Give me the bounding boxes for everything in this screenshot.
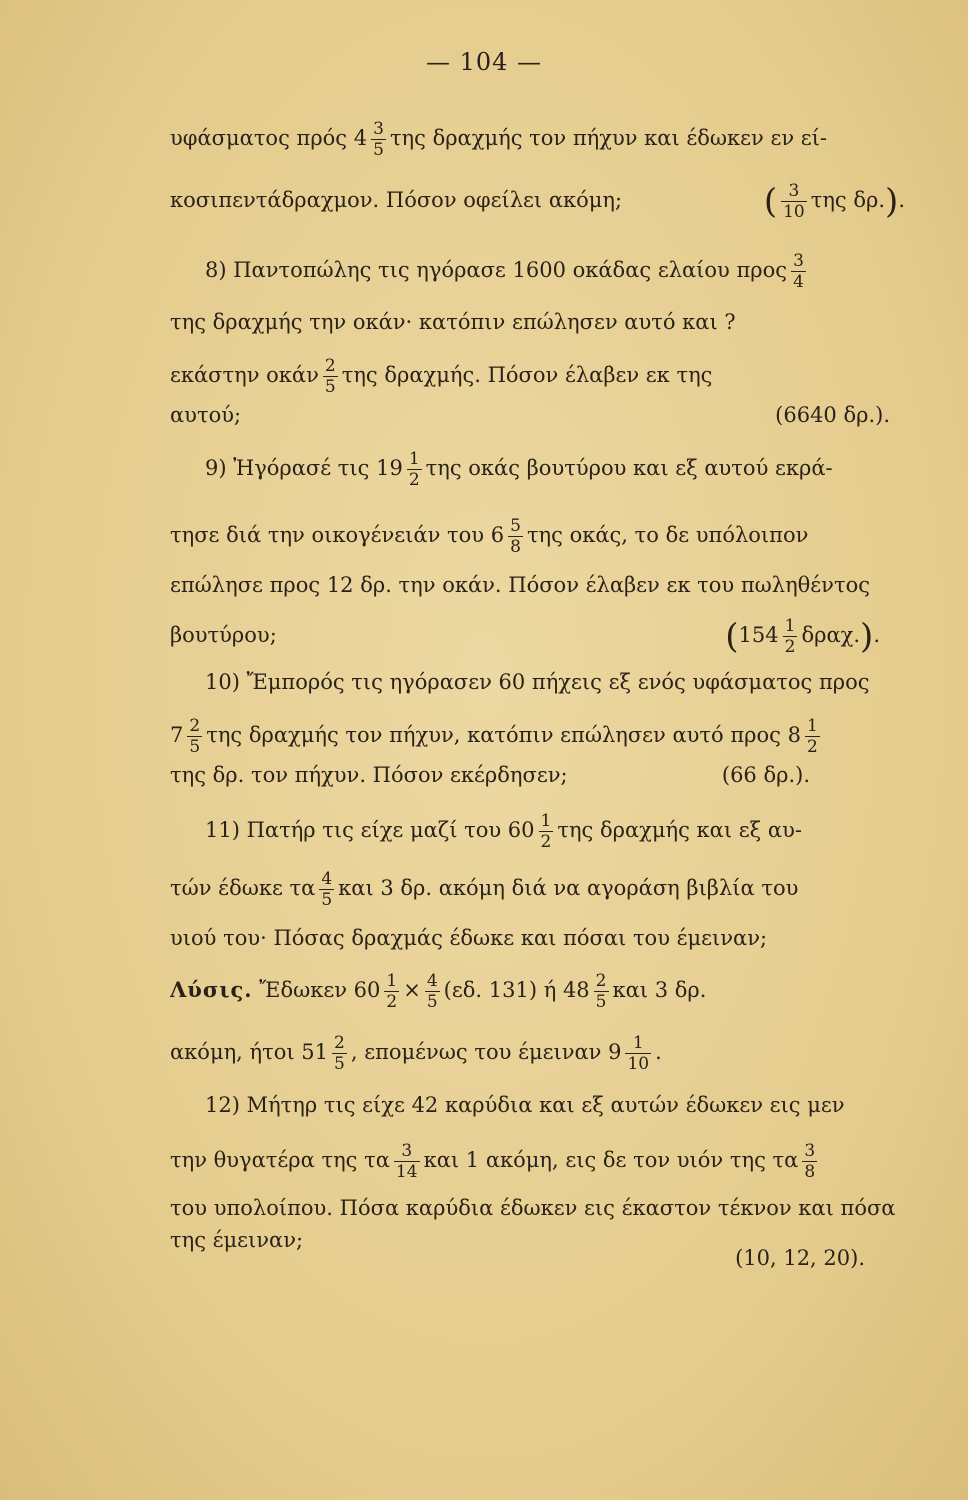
text-line: τών έδωκε τα $\frac{4}{5}$ και 3 δρ. ακόμη διά να αγοράση βιβλία του [170, 869, 799, 910]
text-line: βουτύρου; (154 $\frac{1}{2}$ δραχ.). [170, 605, 935, 665]
text-line: υιού του· Πόσας δραχμάς έδωκε και πόσαι του έμειναν; [170, 926, 768, 950]
fraction: $\frac{1}{2}$ [386, 971, 398, 1012]
problem-9-start: 9) Ἠγόρασέ τις 19 $\frac{1}{2}$ της οκάς βουτύρου και εξ αυτού εκρά- [205, 449, 833, 490]
text-line: της δρ. τον πήχυν. Πόσον εκέρδησεν; (66 δρ.). [170, 745, 935, 805]
fraction: $\frac{1}{10}$ [627, 1033, 650, 1074]
fraction: $\frac{2}{5}$ [595, 971, 607, 1012]
answer: ( $\frac{3}{10}$ της δρ.). [763, 181, 905, 222]
fraction: $\frac{1}{2}$ [408, 449, 420, 490]
fraction: $\frac{3}{5}$ [373, 119, 384, 160]
text-line: αυτού; (6640 δρ.). [170, 385, 935, 445]
answer: (66 δρ.). [721, 763, 810, 787]
problem-11-start: 11) Πατήρ τις είχε μαζί του 60 $\frac{1}{2}$ της δραχμής και εξ αυ- [205, 811, 802, 852]
text-line: της δραχμής την οκάν· κατόπιν επώλησεν αυτό και ? [170, 310, 736, 334]
text-line: της έμειναν; (10, 12, 20). [170, 1210, 935, 1270]
text-line: τησε διά την οικογένειάν του 6 $\frac{5}{8}$ της οκάς, το δε υπόλοιπον [170, 516, 809, 557]
answer: (10, 12, 20). [735, 1246, 865, 1270]
text-line: την θυγατέρα της τα $\frac{3}{14}$ και 1 ακόμη, εις δε τον υιόν της τα $\frac{3}{8}$ [170, 1141, 816, 1182]
fraction: $\frac{2}{5}$ [189, 716, 201, 757]
text-line: ακόμη, ήτοι 51 $\frac{2}{5}$ , επομένως του έμειναν 9 $\frac{1}{10}$ . [170, 1033, 662, 1074]
fraction: $\frac{1}{2}$ [540, 811, 552, 852]
fraction: $\frac{3}{8}$ [804, 1141, 816, 1182]
text-line: εκάστην οκάν $\frac{2}{5}$ της δραχμής. Πόσον έλαβεν εκ της [170, 356, 713, 397]
problem-8-start: 8) Παντοπώλης τις ηγόρασε 1600 οκάδας ελαίου προς $\frac{3}{4}$ [205, 251, 804, 292]
fraction: $\frac{1}{2}$ [784, 616, 796, 657]
solution-label: Λύσις. [170, 977, 253, 1002]
fraction: $\frac{1}{2}$ [806, 716, 818, 757]
fraction: $\frac{4}{5}$ [426, 971, 438, 1012]
fraction: $\frac{3}{14}$ [395, 1141, 418, 1182]
text-line: κοσιπεντάδραχμον. Πόσον οφείλει ακόμη; ( $\frac{3}{10}$ της δρ.). [170, 170, 935, 230]
fraction: $\frac{2}{5}$ [334, 1033, 345, 1074]
problem-12-start: 12) Μήτηρ τις είχε 42 καρύδια και εξ αυτών έδωκεν εις μεν [205, 1093, 845, 1117]
fraction: $\frac{2}{5}$ [324, 356, 336, 397]
text-line: επώλησε προς 12 δρ. την οκάν. Πόσον έλαβεν εκ του πωληθέντος [170, 573, 870, 597]
page-number: — 104 — [425, 48, 543, 76]
answer: (6640 δρ.). [775, 403, 890, 427]
answer: (154 $\frac{1}{2}$ δραχ.). [725, 616, 880, 657]
fraction: $\frac{4}{5}$ [321, 869, 333, 910]
problem-10-start: 10) Ἔμπορός τις ηγόρασεν 60 πήχεις εξ ενός υφάσματος προς [205, 670, 870, 694]
text-line: 7 $\frac{2}{5}$ της δραχμής τον πήχυν, κατόπιν επώλησεν αυτό προς 8 $\frac{1}{2}$ [170, 716, 818, 757]
fraction: $\frac{3}{4}$ [793, 251, 804, 292]
text-line: του υπολοίπου. Πόσα καρύδια έδωκεν εις έκαστον τέκνον και πόσα [170, 1196, 896, 1220]
fraction: $\frac{3}{10}$ [783, 181, 805, 222]
solution-line: Λύσις. Ἔδωκεν 60 $\frac{1}{2}$ × $\frac{4}{5}$ (εδ. 131) ή 48 $\frac{2}{5}$ και 3 δρ. [170, 971, 707, 1012]
text-line: υφάσματος πρός 4 $\frac{3}{5}$ της δραχμής τον πήχυν και έδωκεν εν εί- [170, 119, 827, 160]
fraction: $\frac{5}{8}$ [510, 516, 521, 557]
